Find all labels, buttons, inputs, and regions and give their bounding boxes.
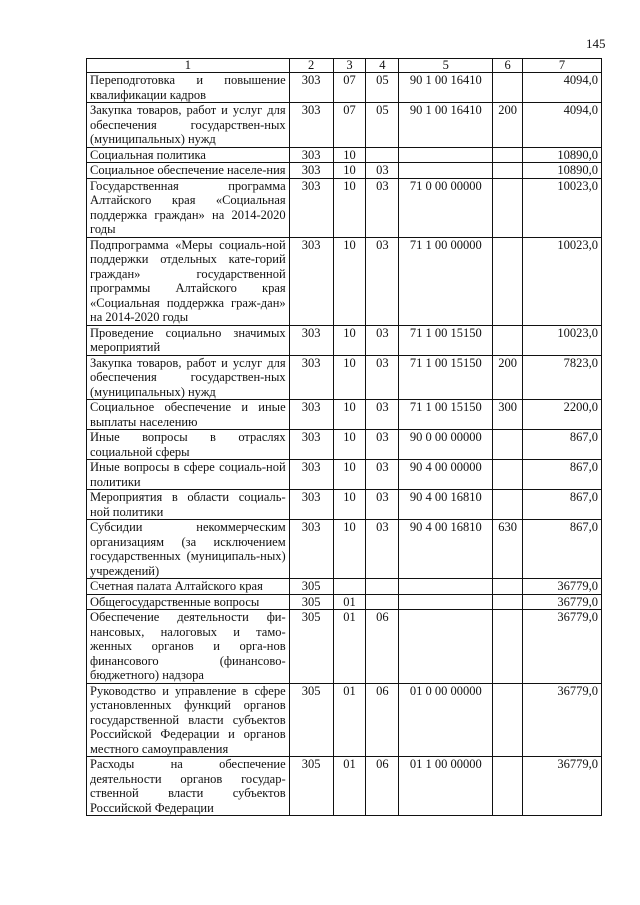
target-article-cell <box>399 594 493 610</box>
section-cell: 10 <box>333 178 366 237</box>
item-name-cell: Обеспечение деятельности фи-нансовых, налоговых и тамо-женных органов и орга-нов финансового (финансово-бюджетного) надзора <box>87 610 290 684</box>
admin-code-cell: 305 <box>289 683 333 757</box>
admin-code-cell: 303 <box>289 73 333 103</box>
table-row <box>87 460 602 490</box>
admin-code-cell: 303 <box>289 490 333 520</box>
item-name-cell: Субсидии некоммерческим организациям (за исключением государственных (муниципаль-ных) учреждений) <box>87 520 290 579</box>
amount-cell: 7823,0 <box>523 355 602 400</box>
target-article-cell <box>399 163 493 179</box>
subsection-cell: 03 <box>366 325 399 355</box>
column-header: 4 <box>366 59 399 73</box>
admin-code-cell: 305 <box>289 610 333 684</box>
target-article-cell: 90 4 00 00000 <box>399 460 493 490</box>
expense-type-cell <box>493 757 523 816</box>
subsection-cell <box>366 147 399 163</box>
table-row <box>87 103 602 148</box>
expense-type-cell <box>493 147 523 163</box>
amount-cell: 36779,0 <box>523 579 602 595</box>
item-name-cell: Руководство и управление в сфере установленных функций органов государственной власти субъектов Российской Федерации и органов местного самоуправления <box>87 683 290 757</box>
expense-type-cell <box>493 579 523 595</box>
item-name-cell: Общегосударственные вопросы <box>87 594 290 610</box>
admin-code-cell: 303 <box>289 430 333 460</box>
subsection-cell: 03 <box>366 163 399 179</box>
amount-cell: 10023,0 <box>523 325 602 355</box>
section-cell: 07 <box>333 103 366 148</box>
item-name-cell: Расходы на обеспечение деятельности органов государ-ственной власти субъектов Российской Федерации <box>87 757 290 816</box>
amount-cell: 867,0 <box>523 430 602 460</box>
subsection-cell: 03 <box>366 355 399 400</box>
table-row <box>87 490 602 520</box>
target-article-cell: 01 1 00 00000 <box>399 757 493 816</box>
admin-code-cell: 303 <box>289 460 333 490</box>
table-row <box>87 355 602 400</box>
table-row <box>87 430 602 460</box>
target-article-cell: 71 0 00 00000 <box>399 178 493 237</box>
column-header: 3 <box>333 59 366 73</box>
item-name-cell: Социальная политика <box>87 147 290 163</box>
expense-type-cell: 200 <box>493 103 523 148</box>
section-cell: 10 <box>333 237 366 325</box>
amount-cell: 36779,0 <box>523 757 602 816</box>
section-cell: 10 <box>333 520 366 579</box>
item-name-cell: Мероприятия в области социаль-ной политики <box>87 490 290 520</box>
expense-type-cell: 300 <box>493 400 523 430</box>
amount-cell: 36779,0 <box>523 683 602 757</box>
table-row <box>87 757 602 816</box>
subsection-cell: 03 <box>366 237 399 325</box>
column-header: 6 <box>493 59 523 73</box>
expense-type-cell <box>493 460 523 490</box>
subsection-cell <box>366 579 399 595</box>
table-row <box>87 163 602 179</box>
subsection-cell: 03 <box>366 520 399 579</box>
subsection-cell: 06 <box>366 757 399 816</box>
expense-type-cell <box>493 594 523 610</box>
item-name-cell: Социальное обеспечение населе-ния <box>87 163 290 179</box>
subsection-cell: 05 <box>366 103 399 148</box>
table-row <box>87 594 602 610</box>
section-cell: 10 <box>333 147 366 163</box>
page-number: 145 <box>586 36 606 51</box>
target-article-cell: 01 0 00 00000 <box>399 683 493 757</box>
admin-code-cell: 303 <box>289 520 333 579</box>
table-row <box>87 237 602 325</box>
expense-type-cell: 200 <box>493 355 523 400</box>
item-name-cell: Иные вопросы в отраслях социальной сферы <box>87 430 290 460</box>
table-row <box>87 325 602 355</box>
admin-code-cell: 303 <box>289 325 333 355</box>
section-cell: 01 <box>333 757 366 816</box>
target-article-cell: 90 0 00 00000 <box>399 430 493 460</box>
table-row <box>87 520 602 579</box>
section-cell: 10 <box>333 400 366 430</box>
amount-cell: 10890,0 <box>523 147 602 163</box>
section-cell: 10 <box>333 355 366 400</box>
target-article-cell: 71 1 00 15150 <box>399 400 493 430</box>
subsection-cell: 03 <box>366 490 399 520</box>
subsection-cell: 06 <box>366 610 399 684</box>
expense-type-cell <box>493 610 523 684</box>
budget-table <box>86 58 602 816</box>
admin-code-cell: 303 <box>289 355 333 400</box>
column-header: 5 <box>399 59 493 73</box>
section-cell: 01 <box>333 594 366 610</box>
expense-type-cell <box>493 430 523 460</box>
table-body <box>87 73 602 816</box>
admin-code-cell: 303 <box>289 237 333 325</box>
amount-cell: 4094,0 <box>523 73 602 103</box>
target-article-cell <box>399 147 493 163</box>
amount-cell: 36779,0 <box>523 594 602 610</box>
table-row <box>87 178 602 237</box>
admin-code-cell: 303 <box>289 400 333 430</box>
amount-cell: 2200,0 <box>523 400 602 430</box>
section-cell: 07 <box>333 73 366 103</box>
expense-type-cell <box>493 490 523 520</box>
admin-code-cell: 303 <box>289 178 333 237</box>
target-article-cell: 71 1 00 00000 <box>399 237 493 325</box>
subsection-cell: 03 <box>366 460 399 490</box>
subsection-cell: 03 <box>366 430 399 460</box>
amount-cell: 10023,0 <box>523 178 602 237</box>
target-article-cell <box>399 579 493 595</box>
item-name-cell: Проведение социально значимых мероприятий <box>87 325 290 355</box>
expense-type-cell <box>493 325 523 355</box>
table-row <box>87 610 602 684</box>
section-cell: 10 <box>333 460 366 490</box>
section-cell: 10 <box>333 430 366 460</box>
expense-type-cell <box>493 237 523 325</box>
admin-code-cell: 303 <box>289 147 333 163</box>
amount-cell: 36779,0 <box>523 610 602 684</box>
target-article-cell: 90 4 00 16810 <box>399 520 493 579</box>
expense-type-cell: 630 <box>493 520 523 579</box>
expense-type-cell <box>493 73 523 103</box>
target-article-cell: 90 1 00 16410 <box>399 73 493 103</box>
amount-cell: 867,0 <box>523 460 602 490</box>
admin-code-cell: 305 <box>289 594 333 610</box>
amount-cell: 867,0 <box>523 520 602 579</box>
target-article-cell: 71 1 00 15150 <box>399 355 493 400</box>
item-name-cell: Подпрограмма «Меры социаль-ной поддержки отдельных кате-горий граждан» государственной программы Алтайского края «Социальная поддержка граж-дан» на 2014-2020 годы <box>87 237 290 325</box>
column-header: 7 <box>523 59 602 73</box>
target-article-cell: 71 1 00 15150 <box>399 325 493 355</box>
section-cell: 10 <box>333 325 366 355</box>
table-row <box>87 147 602 163</box>
amount-cell: 867,0 <box>523 490 602 520</box>
admin-code-cell: 303 <box>289 103 333 148</box>
amount-cell: 4094,0 <box>523 103 602 148</box>
section-cell: 10 <box>333 163 366 179</box>
admin-code-cell: 303 <box>289 163 333 179</box>
column-header: 2 <box>289 59 333 73</box>
item-name-cell: Закупка товаров, работ и услуг для обеспечения государствен-ных (муниципальных) нужд <box>87 355 290 400</box>
section-cell: 01 <box>333 683 366 757</box>
target-article-cell <box>399 610 493 684</box>
section-cell: 01 <box>333 610 366 684</box>
column-header: 1 <box>87 59 290 73</box>
table-row <box>87 683 602 757</box>
subsection-cell: 03 <box>366 400 399 430</box>
expense-type-cell <box>493 163 523 179</box>
amount-cell: 10023,0 <box>523 237 602 325</box>
item-name-cell: Социальное обеспечение и иные выплаты населению <box>87 400 290 430</box>
amount-cell: 10890,0 <box>523 163 602 179</box>
section-cell: 10 <box>333 490 366 520</box>
target-article-cell: 90 4 00 16810 <box>399 490 493 520</box>
table-row <box>87 400 602 430</box>
subsection-cell: 05 <box>366 73 399 103</box>
admin-code-cell: 305 <box>289 579 333 595</box>
table-header-row <box>87 59 602 73</box>
item-name-cell: Иные вопросы в сфере социаль-ной политики <box>87 460 290 490</box>
expense-type-cell <box>493 178 523 237</box>
section-cell <box>333 579 366 595</box>
item-name-cell: Переподготовка и повышение квалификации кадров <box>87 73 290 103</box>
admin-code-cell: 305 <box>289 757 333 816</box>
target-article-cell: 90 1 00 16410 <box>399 103 493 148</box>
subsection-cell: 03 <box>366 178 399 237</box>
item-name-cell: Счетная палата Алтайского края <box>87 579 290 595</box>
expense-type-cell <box>493 683 523 757</box>
table-row <box>87 579 602 595</box>
table-row <box>87 73 602 103</box>
subsection-cell <box>366 594 399 610</box>
item-name-cell: Государственная программа Алтайского края «Социальная поддержка граждан» на 2014-2020 годы <box>87 178 290 237</box>
subsection-cell: 06 <box>366 683 399 757</box>
item-name-cell: Закупка товаров, работ и услуг для обеспечения государствен-ных (муниципальных) нужд <box>87 103 290 148</box>
